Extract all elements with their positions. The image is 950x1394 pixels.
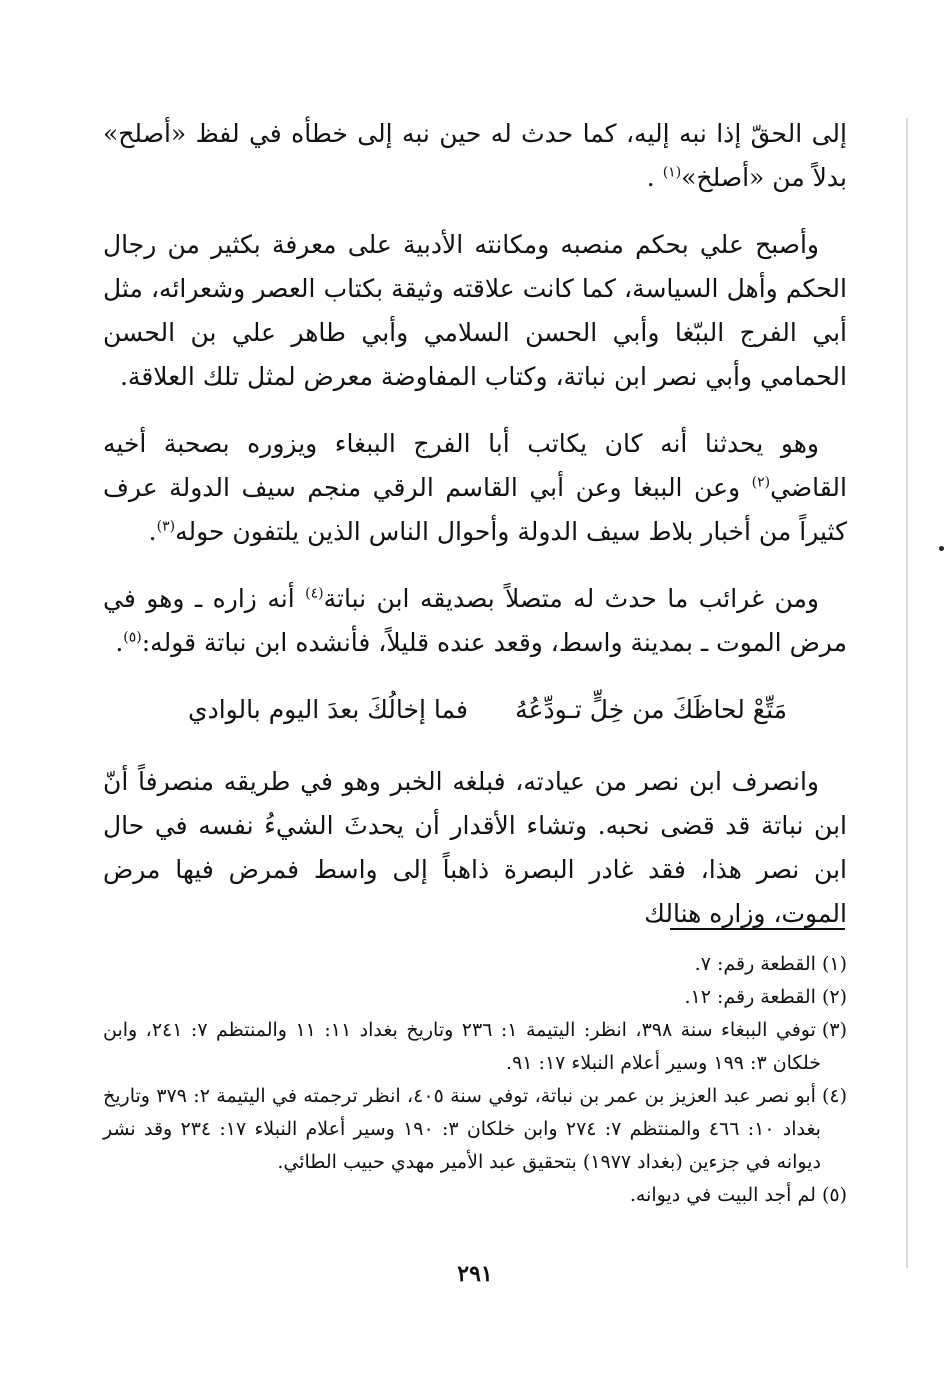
footnote-2 bbox=[103, 981, 847, 1014]
footnote-1-number: (١) bbox=[821, 953, 847, 975]
scan-speck bbox=[939, 546, 944, 551]
footnote-1 bbox=[103, 948, 847, 981]
footnote-4-text: أبو نصر عبد العزيز بن عمر بن نباتة، توفي سنة ٤٠٥، انظر ترجمته في اليتيمة ٢: ٣٧٩ وتاريخ بغداد ١٠: ٤٦٦ والمنتظم ٧: ٢٧٤ وابن خلكان ٣: ١٩٠ وسير أعلام النبلاء ١٧: ٢٣٤ وقد نشر ديوانه في جزءين (بغداد ١٩٧٧) بتحقيق عبد الأمير مهدي حبيب الطائي. bbox=[103, 1085, 821, 1173]
footnote-5 bbox=[103, 1179, 847, 1212]
footnotes bbox=[103, 948, 847, 1212]
footnote-2-text: القطعة رقم: ١٢. bbox=[684, 986, 816, 1008]
verse-second-hemistich: فما إخالُكَ بعدَ اليوم بالوادي bbox=[188, 695, 468, 724]
footnote-ref-3[interactable]: (٣) bbox=[156, 518, 176, 535]
page-number: ٢٩١ bbox=[457, 1261, 493, 1287]
paragraph-3-text-a: وهو يحدثنا أنه كان يكاتب أبا الفرج الببغاء ويزوره بصحبة أخيه القاضي bbox=[103, 429, 847, 502]
footnote-3-text: توفي الببغاء سنة ٣٩٨، انظر: اليتيمة ١: ٢٣٦ وتاريخ بغداد ١١: ١١ والمنتظم ٧: ٢٤١، وابن خلكان ٣: ١٩٩ وسير أعلام النبلاء ١٧: ٩١. bbox=[103, 1019, 821, 1074]
paragraph-2 bbox=[103, 223, 847, 399]
paragraph-3-text-b: وعن الببغا وعن أبي القاسم الرقي منجم سيف الدولة عرف كثيراً من أخبار بلاط سيف الدولة وأحوال الناس الذين يلتفون حوله bbox=[103, 473, 847, 546]
main-text bbox=[103, 112, 847, 959]
paragraph-5-text: وانصرف ابن نصر من عيادته، فبلغه الخبر وهو في طريقه منصرفاً أنّ ابن نباتة قد قضى نحبه. وتشاء الأقدار أن يحدثَ الشيءُ نفسه في حال ابن نصر هذا، فقد غادر البصرة ذاهباً إلى واسط فمرض فيها مرض الموت، وزاره هنالك bbox=[103, 767, 847, 928]
footnote-ref-5[interactable]: (٥) bbox=[123, 629, 142, 646]
paragraph-4-text-b: أنه زاره ـ وهو في مرض الموت ـ بمدينة واسط، وقعد عنده قليلاً، فأنشده ابن نباتة قوله: bbox=[103, 584, 847, 657]
paragraph-4-text-a: ومن غرائب ما حدث له متصلاً بصديقه ابن نباتة bbox=[323, 584, 820, 613]
footnote-ref-1[interactable]: (١) bbox=[662, 164, 682, 181]
paragraph-4-tail: . bbox=[115, 628, 124, 657]
footnote-4 bbox=[103, 1080, 847, 1179]
footnote-5-number: (٥) bbox=[821, 1184, 847, 1206]
scan-edge-line bbox=[906, 118, 908, 1268]
paragraph-1 bbox=[103, 112, 847, 200]
paragraph-1-tail: . bbox=[646, 163, 663, 192]
footnote-ref-4[interactable]: (٤) bbox=[305, 585, 324, 602]
footnote-1-text: القطعة رقم: ٧. bbox=[694, 953, 816, 975]
footnote-2-number: (٢) bbox=[821, 986, 847, 1008]
footnote-ref-2[interactable]: (٢) bbox=[751, 474, 771, 491]
footnote-3 bbox=[103, 1014, 847, 1080]
paragraph-3 bbox=[103, 422, 847, 554]
verse-first-hemistich: مَتِّعْ لحاظَكَ من خِلٍّ تـودِّعُهُ bbox=[515, 695, 787, 724]
footnote-4-number: (٤) bbox=[821, 1085, 847, 1107]
footnote-5-text: لم أجد البيت في ديوانه. bbox=[629, 1184, 816, 1206]
paragraph-1-text: إلى الحقّ إذا نبه إليه، كما حدث له حين نبه إلى خطأه في لفظ «أصلح» بدلاً من «أصلخ» bbox=[103, 119, 847, 192]
paragraph-2-text: وأصبح علي بحكم منصبه ومكانته الأدبية على معرفة بكثير من رجال الحكم وأهل السياسة، كما كانت علاقته وثيقة بكتاب العصر وشعرائه، مثل أبي الفرج الببّغا وأبي الحسن السلامي وأبي طاهر علي بن الحسن الحمامي وأبي نصر ابن نباتة، وكتاب المفاوضة معرض لمثل تلك العلاقة. bbox=[103, 230, 847, 391]
paragraph-5 bbox=[103, 760, 847, 936]
poetry-verse bbox=[103, 688, 847, 732]
footnote-3-number: (٣) bbox=[821, 1019, 847, 1041]
paragraph-3-tail: . bbox=[148, 517, 157, 546]
footnote-separator bbox=[670, 928, 845, 930]
paragraph-4 bbox=[103, 577, 847, 665]
